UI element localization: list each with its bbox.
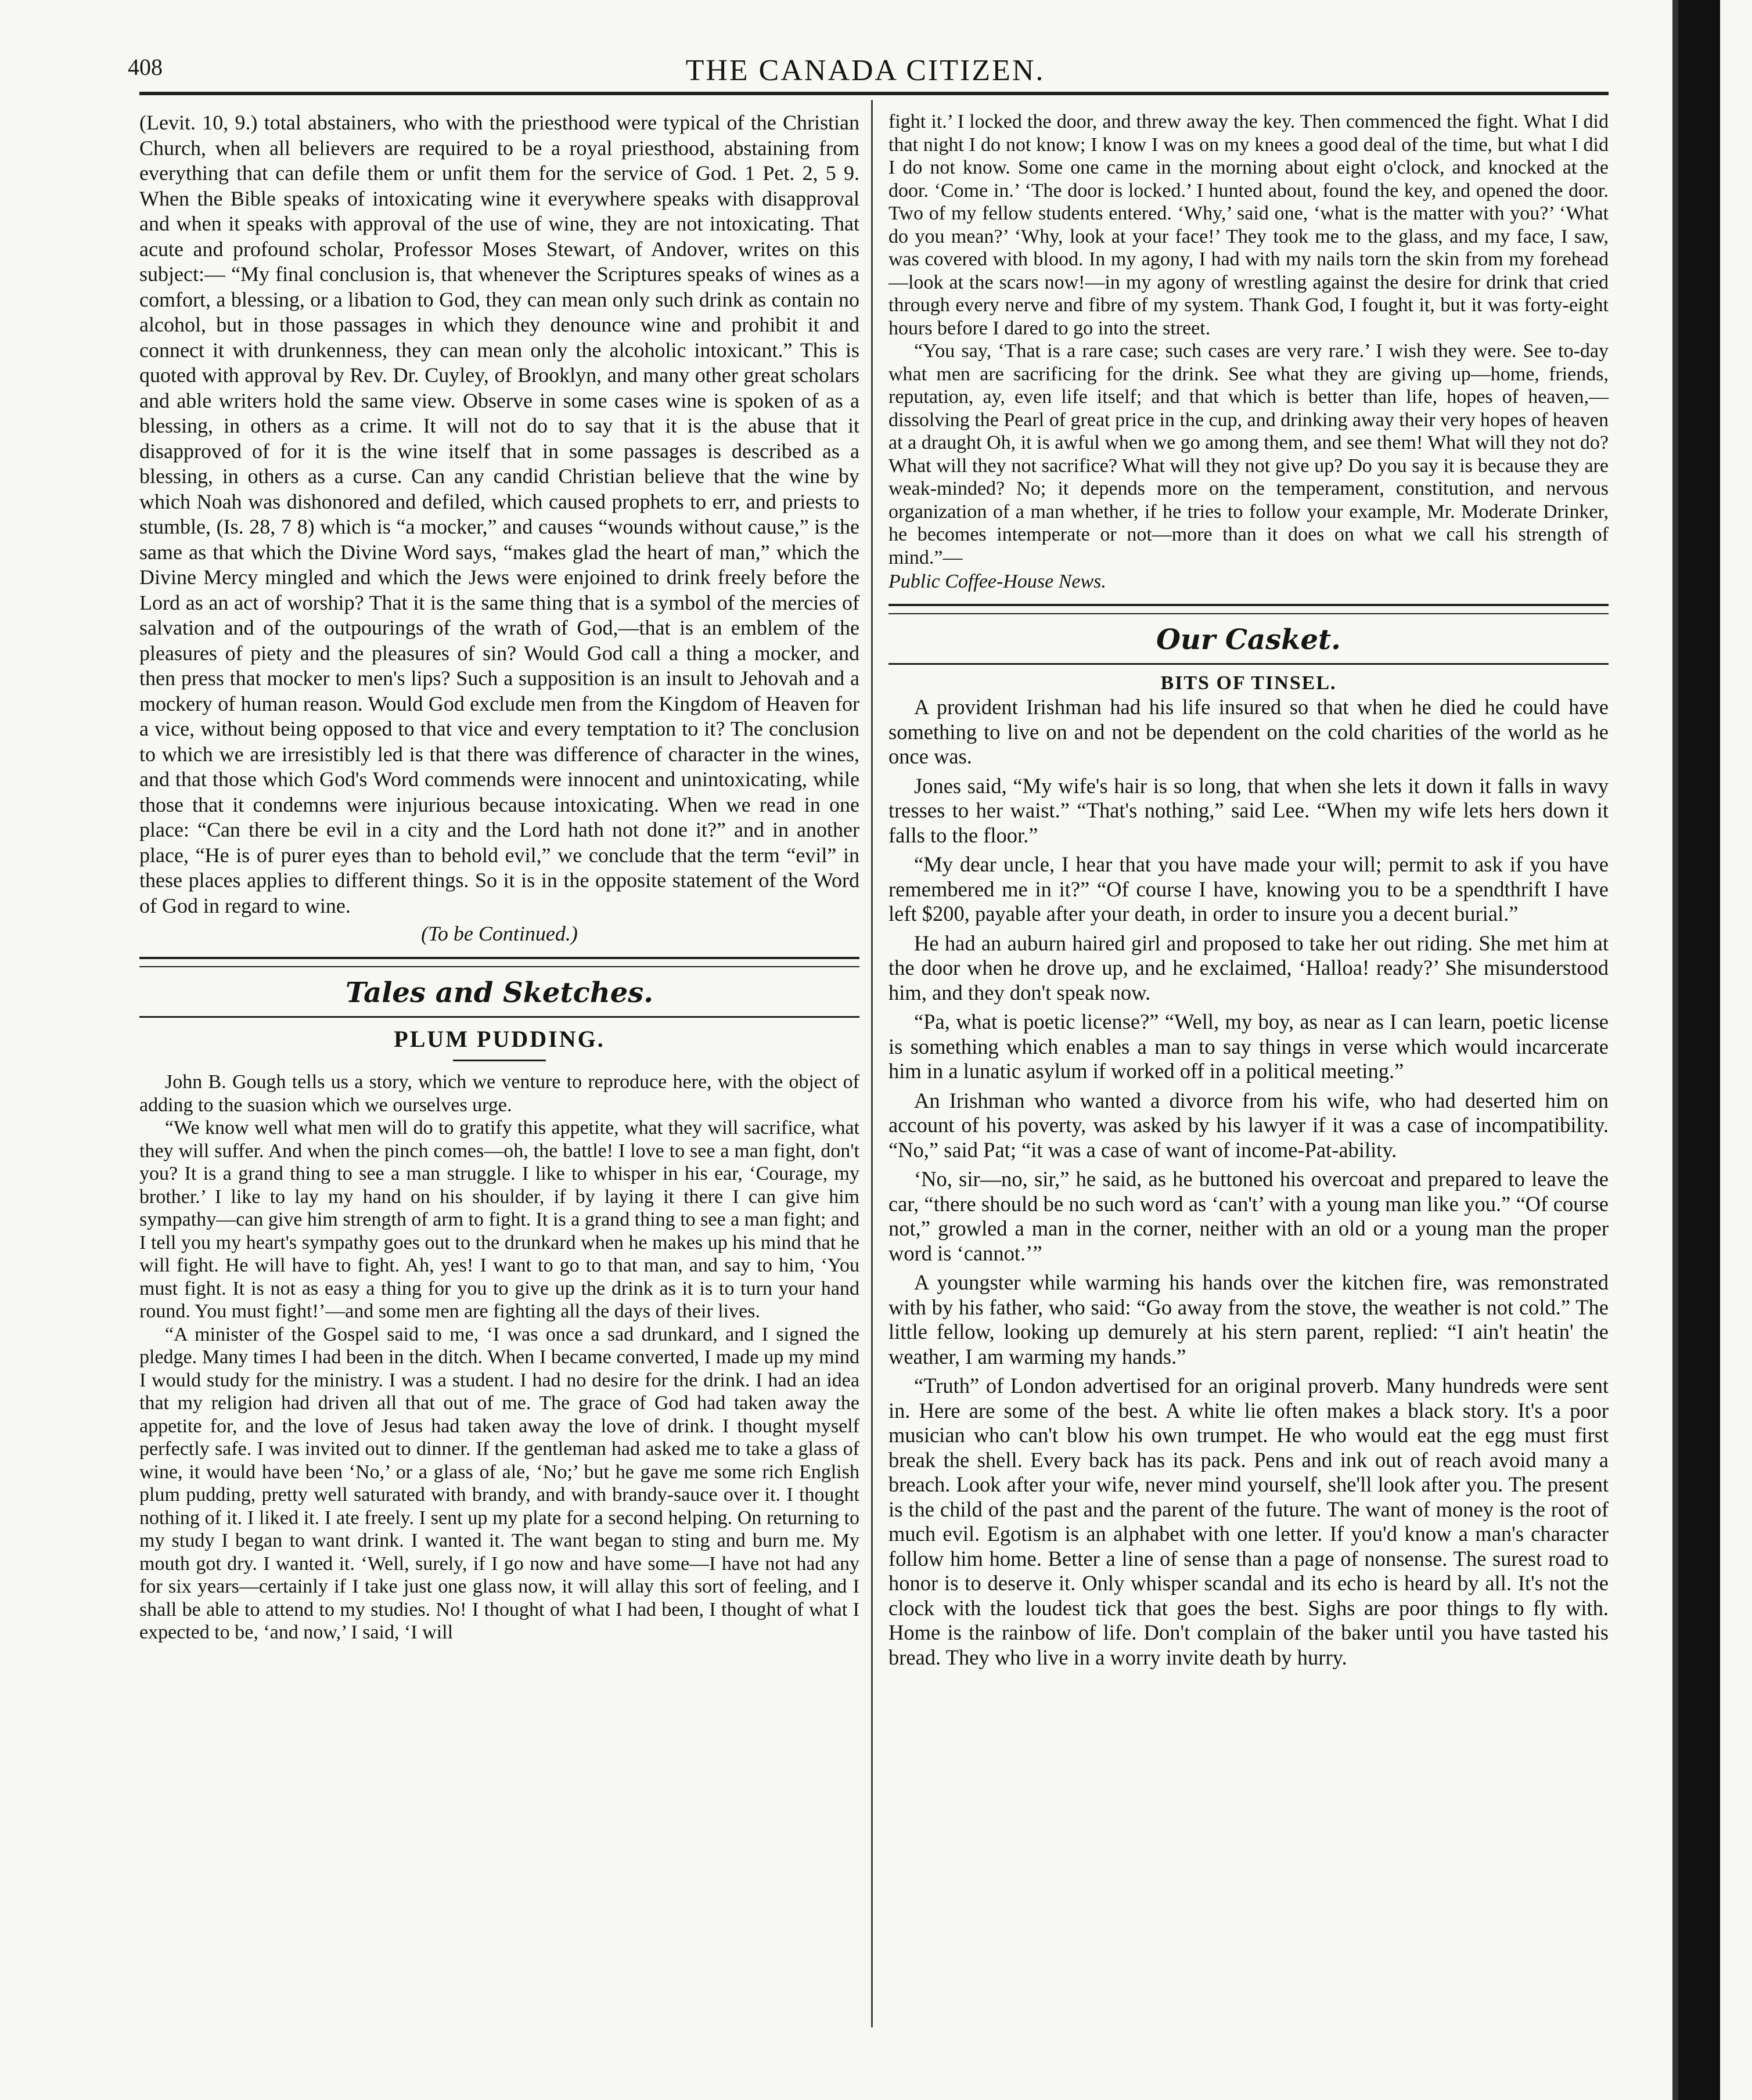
story-paragraph: “You say, ‘That is a rare case; such cases are very rare.’ I wish they were. See to-day what men are sacrificing for the drink. See what they are giving up—home, friends, reputation, ay, even life itself; and that which is better than life, hopes of heaven,—dissolving the Pearl of great price in the cup, and drinking away their very hopes of heaven at a draught Oh, it is awful when we go among them, and see them! What will they not do? What will they not sacrifice? What will they not give up? Do you say it is because they are weak-minded? No; it depends more on the temperament, constitution, and nervous organization of a man whether, if he tries to follow your example, Mr. Moderate Drinker, he becomes intemperate or not—more than it does on what we call his strength of mind.”— xyxy=(888,340,1609,568)
casket-item: “Pa, what is poetic license?” “Well, my boy, as near as I can learn, poetic license is something which enables a man to say things in verse which would incarcerate him in a lunatic asylum if worked off in a political meeting.” xyxy=(888,1010,1609,1083)
page-number: 408 xyxy=(128,54,163,80)
heading-rule xyxy=(139,1016,859,1018)
story-source: Public Coffee-House News. xyxy=(888,571,1106,592)
casket-item: An Irishman who wanted a divorce from his wife, who had deserted him on account of his poverty, was asked by his lawyer if it was a case of incompatibility. “No,” said Pat; “it was a case of want of income-Pat-ability. xyxy=(888,1088,1609,1162)
story-paragraph: fight it.’ I locked the door, and threw away the key. Then commenced the fight. What I did that night I do not know; I know I was on my knees a good deal of the time, but what I did I do not know. Some one came in the morning about eight o'clock, and knocked at the door. ‘Come in.’ ‘The door is locked.’ I hunted about, found the key, and opened the door. Two of my fellow students entered. ‘Why,’ said one, ‘what is the matter with you?’ ‘What do you mean?’ ‘Why, look at your face!’ They took me to the glass, and my face, I saw, was covered with blood. In my agony, I had with my nails torn the skin from my forehead—look at the scars now!—in my agony of wrestling against the desire for drink that cried through every nerve and fibre of my system. Thank God, I fought it, but it was forty-eight hours before I dared to go into the street. xyxy=(888,111,1609,339)
scan-edge-shadow xyxy=(1672,0,1678,2100)
scan-edge xyxy=(1678,0,1720,2100)
story-paragraph: “A minister of the Gospel said to me, ‘I was once a sad drunkard, and I signed the pledge. Many times I had been in the ditch. When I became converted, I made up my mind I would study for the ministry. I was a student. I had no desire for the drink. I had an idea that my religion had driven all that out of me. The grace of God had taken away the appetite for, and the love of Jesus had taken away the love of drink. I thought myself perfectly safe. I was invited out to dinner. If the gentleman had asked me to take a glass of wine, it would have been ‘No,’ or a glass of ale, ‘No;’ but he gave me some rich English plum pudding, pretty well saturated with brandy, and with brandy-sauce over it. I thought nothing of it. I liked it. I ate freely. I sent up my plate for a second helping. On returning to my study I began to want drink. I wanted it. The want began to sting and burn me. My mouth got dry. I wanted it. ‘Well, surely, if I go now and have some—I have not had any for six years—certainly if I take just one glass now, it will allay this sort of feeling, and I shall be able to attend to my studies. No! I thought of what I had been, I thought of what I expected to be, ‘and now,’ I said, ‘I will xyxy=(139,1323,859,1643)
header-rule xyxy=(139,92,1609,95)
article-paragraph: (Levit. 10, 9.) total abstainers, who with the priesthood were typical of the Christian Church, when all believers are required to be a royal priesthood, abstaining from everything that can defile them or unfit them for the service of God. 1 Pet. 2, 5 9. When the Bible speaks of intoxicating wine it everywhere speaks with disapproval and when it speaks with approval of the use of wine, they are not intoxicating. That acute and profound scholar, Professor Moses Stewart, of Andover, writes on this subject:— “My final conclusion is, that whenever the Scriptures speaks of wines as a comfort, a blessing, or a libation to God, they can mean only such drink as contain no alcohol, but in those passages in which they denounce wine and prohibit it and connect it with drunkenness, they can mean only the alcoholic intoxicant.” This is quoted with approval by Rev. Dr. Cuyley, of Brooklyn, and many other great scholars and able writers hold the same view. Observe in some cases wine is spoken of as a blessing, in others as a crime. It will not do to say that it is the abuse that it disapproved of for it is the wine itself that in some passages is described as a blessing, in others as a curse. Can any candid Christian believe that the wine by which Noah was dishonored and defiled, which caused prophets to err, and priests to stumble, (Is. 28, 7 8) which is “a mocker,” and causes “wounds without cause,” is the same as that which the Divine Word says, “makes glad the heart of man,” which the Divine Mercy mingled and which the Jews were enjoined to drink freely before the Lord as an act of worship? That it is the same thing that is a symbol of the mercies of salvation and of the outpourings of the wrath of God,—that is an emblem of the pleasures of piety and the pleasures of sin? Would God call a thing a mocker, and then press that mocker to men's lips? Such a supposition is an insult to Jehovah and a mockery of human reason. Would God exclude men from the Kingdom of Heaven for a vice, without being opposed to that vice and every temptation to it? The conclusion to which we are irresistibly led is that there was difference of character in the wines, and that those which God's Word commends were innocent and unintoxicating, while those that it condemns were injurious because intoxicating. When we read in one place: “Can there be evil in a city and the Lord hath not done it?” and in another place, “He is of purer eyes than to behold evil,” we conclude that the term “evil” in these places applies to different things. So it is in the opposite statement of the Word of God in regard to wine. xyxy=(139,111,859,917)
section-rule xyxy=(139,957,859,967)
left-column xyxy=(139,110,859,1644)
right-column xyxy=(888,110,1609,1674)
casket-item: “Truth” of London advertised for an original proverb. Many hundreds were sent in. Here are some of the best. A white lie often makes a black story. It's a poor musician who can't blow his own trumpet. He who would eat the egg must first break the shell. Every back has its pack. Pens and ink out of reach avoid many a breach. Look after your wife, never mind yourself, she'll look after you. The present is the child of the past and the parent of the future. The want of money is the root of much evil. Egotism is an alphabet with one letter. If you'd know a man's character follow him home. Better a line of sense than a page of nonsense. The surest road to honor is to deserve it. Only whisper scandal and its echo is heard by all. It's not the clock with the loudest tick that goes the best. Sighs are poor things to fly with. Home is the rainbow of life. Don't complain of the baker until you have tasted his bread. They who live in a worry invite death by hurry. xyxy=(888,1374,1609,1669)
page-header xyxy=(128,53,1603,94)
story-paragraph: “We know well what men will do to gratify this appetite, what they will sacrifice, what they will suffer. And when the pinch comes—oh, the battle! I love to see a man fight, don't you? It is a grand thing to see a man struggle. I like to whisper in his ear, ‘Courage, my brother.’ I like to lay my hand on his shoulder, if by laying it there I can give him sympathy—can give him strength of arm to fight. It is a grand thing to see a man fight; and I tell you my heart's sympathy goes out to the drunkard when he makes up his mind that he will fight. He will have to fight. Ah, yes! I want to go to that man, and say to him, ‘You must fight. It is not as easy a thing for you to give up the drink as it is to turn your hand round. You must fight!’—and some men are fighting all the days of their lives. xyxy=(139,1117,859,1322)
casket-item: “My dear uncle, I hear that you have made your will; permit to ask if you have remembered me in it?” “Of course I have, knowing you to be a spendthrift I have left $200, payable after your death, in order to insure you a decent burial.” xyxy=(888,852,1609,925)
casket-item: ‘No, sir—no, sir,” he said, as he buttoned his overcoat and prepared to leave the car, “there should be no such word as ‘can't’ with a young man like you.” “Of course not,” growled a man in the corner, neither with an old or a young man the proper word is ‘cannot.’” xyxy=(888,1167,1609,1265)
journal-title: THE CANADA CITIZEN. xyxy=(685,54,1045,87)
title-rule xyxy=(453,1060,546,1061)
heading-rule xyxy=(888,663,1609,665)
story-paragraph: John B. Gough tells us a story, which we venture to reproduce here, with the object of adding to the suasion which we ourselves urge. xyxy=(139,1071,859,1116)
casket-item: A provident Irishman had his life insured so that when he died he could have something to live on and not be dependent on the cold charities of the world as he once was. xyxy=(888,695,1609,768)
casket-subheading: BITS OF TINSEL. xyxy=(1160,672,1337,694)
casket-item: He had an auburn haired girl and proposed to take her out riding. She met him at the door when he drove up, and he exclaimed, ‘Halloa! ready?’ She misunderstood him, and they don't speak now. xyxy=(888,931,1609,1004)
story-title: PLUM PUDDING. xyxy=(394,1026,605,1052)
casket-items xyxy=(888,695,1609,1670)
section-rule xyxy=(888,604,1609,614)
continued-note: (To be Continued.) xyxy=(421,922,578,945)
section-heading-casket: Our Casket. xyxy=(1156,624,1341,656)
casket-item: Jones said, “My wife's hair is so long, that when she lets it down it falls in wavy tresses to her waist.” “That's nothing,” said Lee. “When my wife lets hers down it falls to the floor.” xyxy=(888,773,1609,847)
section-heading-tales: Tales and Sketches. xyxy=(345,977,654,1009)
casket-item: A youngster while warming his hands over the kitchen fire, was remonstrated with by his father, who said: “Go away from the stove, the weather is not cold.” The little fellow, looking up demurely at his stern parent, replied: “I ain't heatin' the weather, I am warming my hands.” xyxy=(888,1270,1609,1368)
column-divider xyxy=(871,100,873,2027)
